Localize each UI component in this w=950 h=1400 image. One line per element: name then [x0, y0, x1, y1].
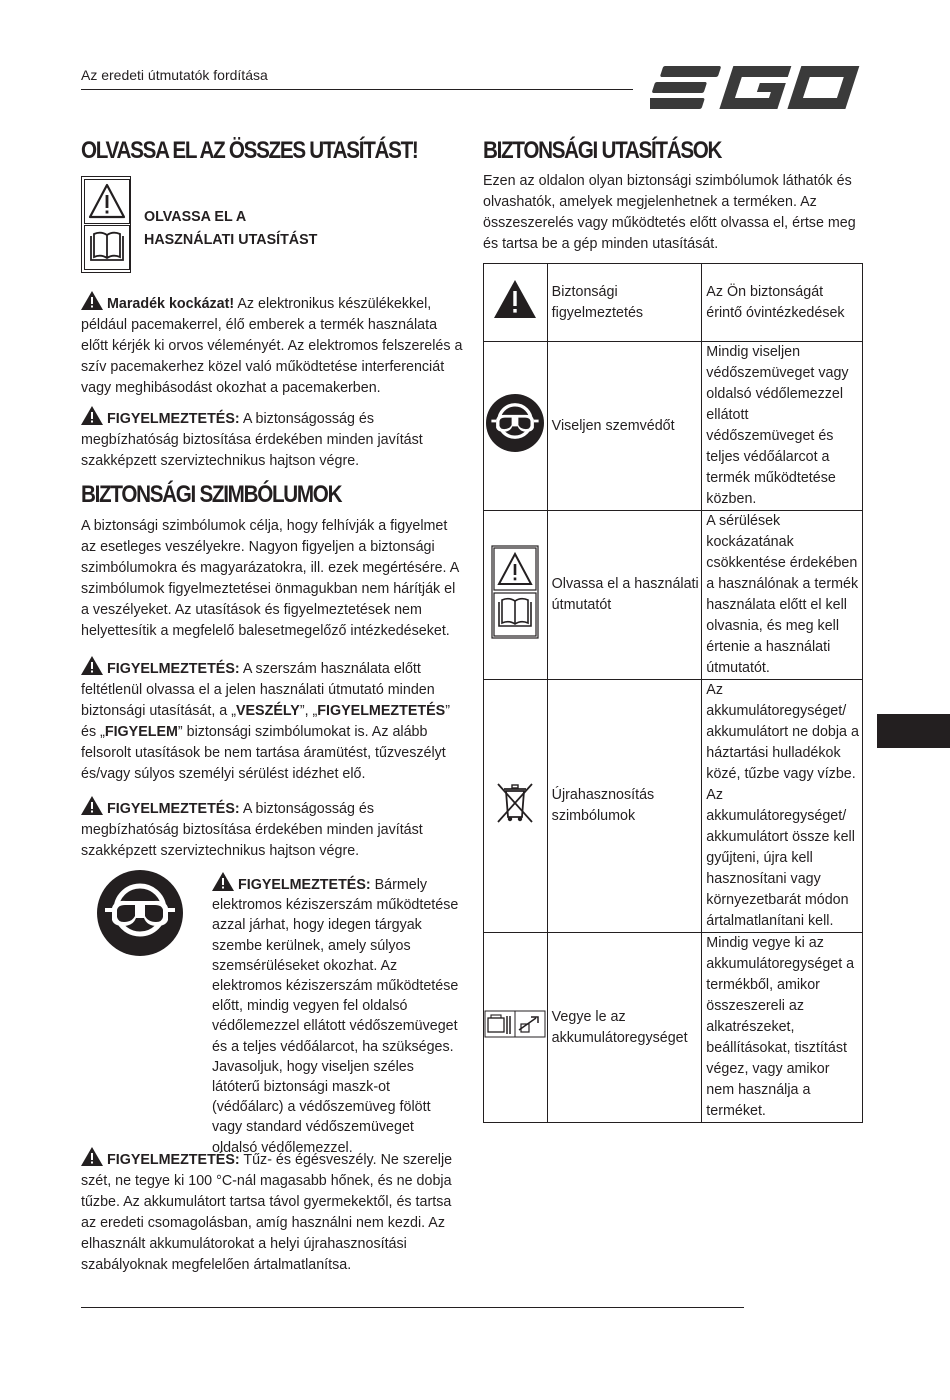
ego-logo — [650, 64, 862, 117]
residual-risk-label: Maradék kockázat! — [107, 296, 235, 312]
caution-word: FIGYELEM — [104, 724, 178, 740]
warning-paragraph-5 — [81, 1147, 466, 1276]
symbol-name: Viseljen szemvédőt — [547, 342, 702, 511]
warning-word: FIGYELMEZTETÉS — [317, 703, 446, 719]
warning-triangle-icon — [81, 1147, 103, 1166]
safety-goggles-icon — [486, 440, 544, 456]
remove-battery-icon — [484, 1026, 546, 1042]
symbol-description: A sérülések kockázatának csökkentése érdekében a használónak a termék használata előtt el kell olvasnia, és meg kell értenie a használati útmutatót. — [702, 511, 863, 680]
warning-triangle-icon — [84, 179, 130, 224]
warning-paragraph-1 — [81, 406, 466, 472]
warning-text: A szerszám használata előtt feltétlenül olvassa el a jelen használati útmutató minden biztonsági utasítását, a „ — [81, 661, 435, 719]
safety-symbols-paragraph: A biztonsági szimbólumok célja, hogy felhívják a figyelmet az esetleges veszélyekre. Nagyon figyeljen a biztonsági szimbólumokra és magyarázatokra, ill. ezek megértésére. A szimbólumok figyelmeztetései önmagukban nem hárítják el a veszélyeket. Az utasítások és figyelmeztetések nem helyettesítik a megfelelő balesetmegelőző intézkedéseket. — [81, 518, 459, 639]
warning-label: FIGYELMEZTETÉS: — [107, 801, 240, 817]
symbol-cell — [484, 680, 548, 933]
warning-paragraph-4 — [212, 872, 462, 1158]
warning-triangle-icon — [81, 291, 103, 310]
warning-text: A biztonságosság és megbízhatóság biztosítása érdekében minden javítást szakképzett szerviztechnikus hajtson végre. — [81, 801, 423, 859]
table-row — [484, 511, 863, 680]
symbol-description: Mindig vegye ki az akkumulátoregységet a termékből, amikor összeszereli az alkatrészeket, beállításokat, tisztítást végez, vagy amikor nem használja a terméket. — [702, 933, 863, 1123]
header-rule — [81, 89, 633, 90]
warning-text: Tűz- és égésveszély. Ne szerelje szét, ne tegye ki 100 °C-nál magasabb hőnek, és ne dobja tűzbe. Az akkumulátort tartsa távol gyermekektől, és tartsa az eredeti csomagolásban, amíg használni nem kezdi. Az elhasznált akkumulátorokat a helyi újrahasznosítási szabályoknak megfelelően ártalmatlanítsa. — [81, 1152, 453, 1273]
symbol-cell — [484, 342, 548, 511]
document-subtitle: Az eredeti útmutatók fordítása — [81, 67, 268, 83]
table-row — [484, 264, 863, 342]
heading-safety-instructions: BIZTONSÁGI UTASÍTÁSOK — [483, 137, 722, 164]
warning-label: FIGYELMEZTETÉS: — [107, 661, 240, 677]
safety-symbols-table — [483, 263, 863, 1123]
symbol-cell — [484, 511, 548, 680]
safety-instructions-intro: Ezen az oldalon olyan biztonsági szimbólumok láthatók és olvashatók, amelyek megjelenhetnek a terméken. Az összeszerelés vagy működtetés előtt olvassa el, értse meg és tartsa be a gép minden utasítását. — [483, 173, 856, 252]
symbol-name: Olvassa el a használati útmutatót — [547, 511, 702, 680]
warning-text: A biztonságosság és megbízhatóság biztosítása érdekében minden javítást szakképzett szerviztechnikus hajtson végre. — [81, 411, 423, 469]
symbol-description: Az akkumulátoregységet/ akkumulátort ne dobja a háztartási hulladékok közé, tűzbe vagy vízbe. Az akkumulátoregységet/ akkumulátort össze kell gyűjteni, újra kell hasznosítani vagy környezetbarát módon ártalmatlanítani kell. — [702, 680, 863, 933]
symbol-description: Mindig viseljen védőszemüveget vagy oldalsó védőlemezzel ellátott védőszemüveget és teljes védőálarcot a termék működtetése közben. — [702, 342, 863, 511]
table-row — [484, 933, 863, 1123]
warning-text: ” biztonsági szimbólumokat is. Az alább felsorolt utasítások be nem tartása áramütést, tűzveszélyt és/vagy súlyos személyi sérülést idézhet elő. — [81, 724, 446, 782]
warning-text: Bármely elektromos kéziszerszám működtetése azzal járhat, hogy idegen tárgyak szembe kerülnek, amely súlyos szemsérüléseket okozhat. Az elektromos kéziszerszám működtetése előtt, mindig vegyen fel oldalsó védőlemezzel ellátott védőszemüveget és a teljes védőálarcot, ha szükséges. Javasoljuk, hogy viseljen széles látóterű biztonsági maszk-ot (védőálarc) a védőszemüveg fölött vagy standard védőszemüveget oldalsó védőlemezzel. — [212, 877, 459, 1156]
table-row — [484, 680, 863, 933]
warning-text: ”, „ — [299, 703, 318, 719]
read-manual-caption — [144, 206, 317, 252]
heading-read-all-instructions: OLVASSA EL AZ ÖSSZES UTASÍTÁST! — [81, 137, 418, 164]
residual-risk-text: Az elektronikus készülékekkel, például pacemakerrel, élő emberek a termék használata előtt kérjék ki orvos véleményét. Az elektromos felszerelés a szív pacemakerhez közel való működtetése interferenciát vagy meghibásodást okozhat a pacemakerben. — [81, 296, 463, 396]
table-row — [484, 342, 863, 511]
warning-text: ” és „ — [81, 703, 450, 740]
warning-triangle-icon — [81, 656, 103, 675]
warning-paragraph-2 — [81, 656, 466, 785]
warning-triangle-icon — [212, 872, 234, 891]
warning-label: FIGYELMEZTETÉS: — [107, 411, 240, 427]
warning-triangle-icon — [81, 796, 103, 815]
crossed-bin-icon — [495, 813, 535, 829]
symbol-name: Biztonsági figyelmeztetés — [547, 264, 702, 342]
read-manual-symbol-box — [81, 176, 131, 273]
read-manual-line1: OLVASSA EL A — [144, 209, 247, 225]
symbol-cell — [484, 264, 548, 342]
warning-triangle-icon — [81, 406, 103, 425]
symbol-cell — [484, 933, 548, 1123]
warning-label: FIGYELMEZTETÉS: — [238, 877, 371, 893]
residual-risk-paragraph — [81, 291, 466, 399]
footer-rule — [81, 1307, 744, 1308]
open-book-icon — [84, 225, 130, 270]
read-manual-line2: HASZNÁLATI UTASÍTÁST — [144, 232, 318, 248]
symbol-name: Vegye le az akkumulátoregységet — [547, 933, 702, 1123]
symbol-name: Újrahasznosítás szimbólumok — [547, 680, 702, 933]
read-manual-icon — [491, 627, 539, 643]
heading-safety-symbols: BIZTONSÁGI SZIMBÓLUMOK — [81, 481, 342, 508]
symbol-description: Az Ön biztonságát érintő óvintézkedések — [702, 264, 863, 342]
safety-goggles-icon — [97, 870, 183, 961]
warning-triangle-icon — [493, 307, 537, 323]
section-tab — [877, 714, 950, 748]
warning-label: FIGYELMEZTETÉS: — [107, 1152, 240, 1168]
warning-paragraph-3 — [81, 796, 466, 862]
danger-word: VESZÉLY — [235, 703, 300, 719]
